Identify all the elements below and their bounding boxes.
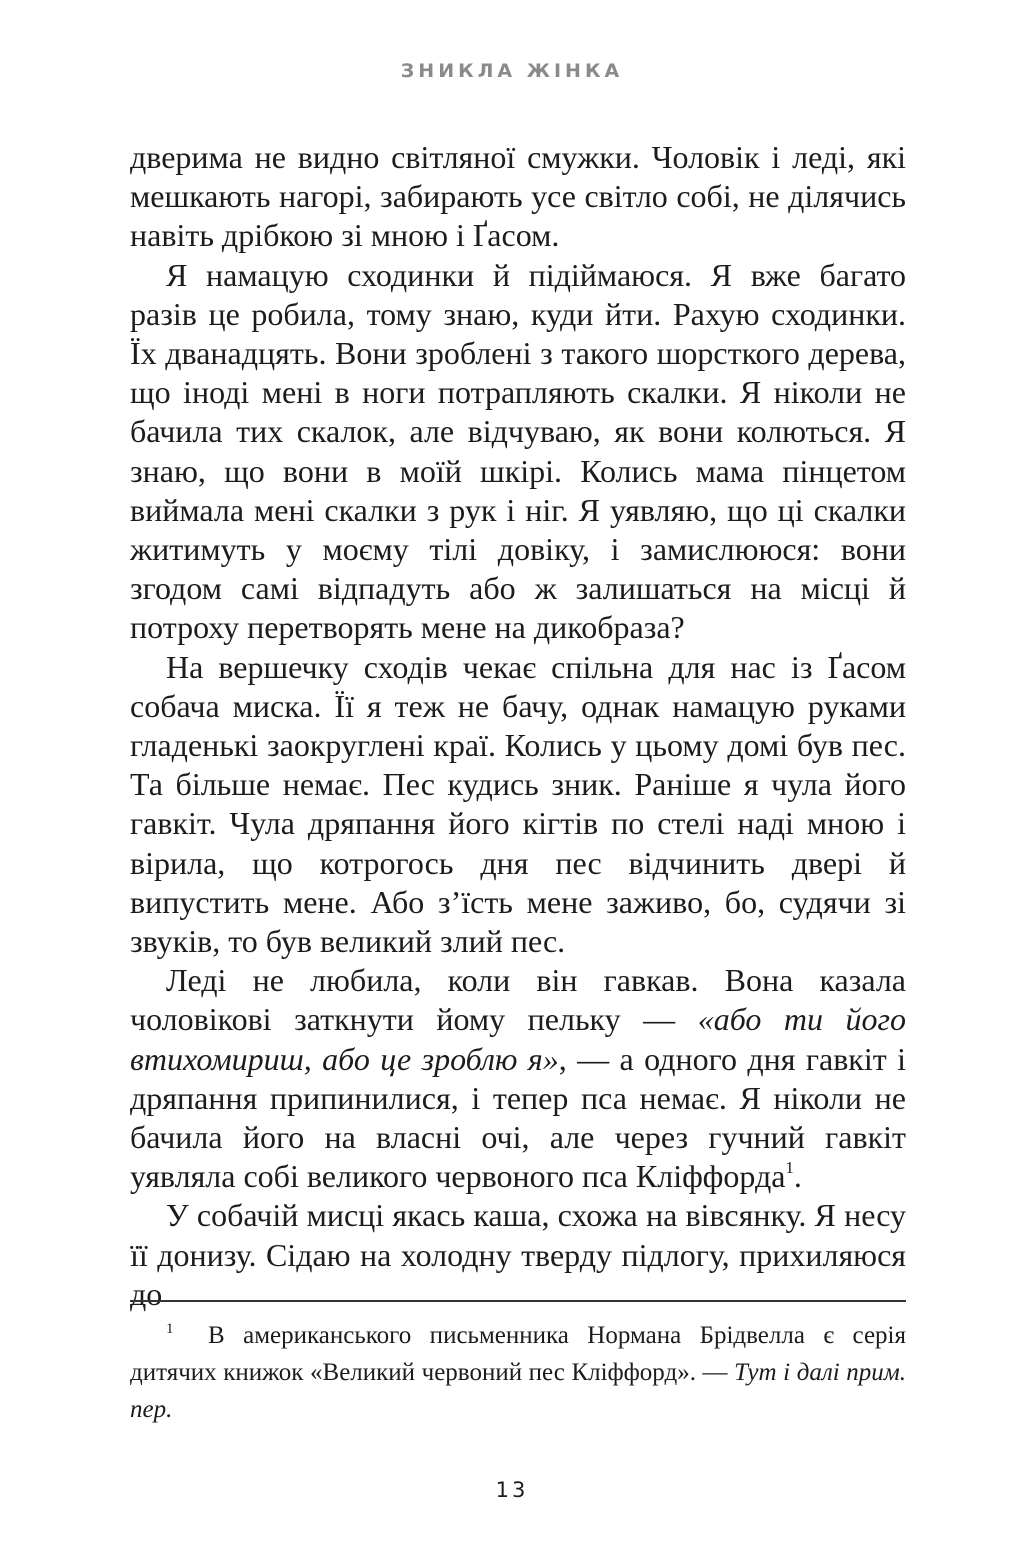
footnote-note: Тут і далі прим. пер. — [130, 1359, 906, 1423]
paragraph-4-start: Леді не любила, коли він гавкав. Вона казала чоловікові заткнути йому пельку — — [130, 962, 906, 1038]
running-head: ЗНИКЛА ЖІНКА — [400, 60, 624, 82]
paragraph-1: дверима не видно світляної смужки. Чоловік і леді, які мешкають нагорі, забирають усе світло собі, не ділячись навіть дрібкою зі мною і Ґасом. — [130, 139, 906, 254]
footnote-divider — [130, 1300, 906, 1302]
footnote: 1 В американського письменника Нормана Брідвелла є серія дитячих книжок «Великий червоний пес Кліффорд». — Тут і далі прим. пер. — [130, 1321, 906, 1423]
paragraph-4-end: , — а одного дня гавкіт і дряпання припинилися, і тепер пса немає. Я ніколи не бачила його на власні очі, але через гучний гавкіт уявляла собі великого червоного пса Кліффорда — [130, 1040, 907, 1195]
paragraph-3: На вершечку сходів чекає спільна для нас із Ґасом собача миска. Її я теж не бачу, однак намацую руками гладенькі заокруглені краї. Колись у цьому домі був пес. Та більше немає. Пес кудись зник. Раніше я чула його гавкіт. Чула дряпання його кігтів по стелі наді мною і вірила, що котрогось дня пес відчинить двері й випустить мене. Або з’їсть мене заживо, бо, судячи зі звуків, то був великий злий пес. — [130, 648, 906, 960]
footnote-reference[interactable]: 1 — [785, 1158, 794, 1178]
paragraph-5: У собачій мисці якась каша, схожа на вівсянку. Я несу її донизу. Сідаю на холодну тверду підлогу, прихиляюся до — [130, 1197, 906, 1312]
page-number: 13 — [495, 1478, 529, 1502]
paragraph-4-tail: . — [793, 1158, 802, 1195]
footnote-text: В американського письменника Нормана Брідвелла є серія дитячих книжок «Великий червоний пес Кліффорд». — — [130, 1322, 906, 1386]
paragraph-2: Я намацую сходинки й підіймаюся. Я вже багато разів це робила, тому знаю, куди йти. Рахую сходинки. Їх дванадцять. Вони зроблені з такого шорсткого дерева, що іноді мені в ноги потрапляють скалки. Я ніколи не бачила тих скалок, але відчуваю, як вони колються. Я знаю, що вони в моїй шкірі. Колись мама пінцетом виймала мені скалки з рук і ніг. Я уявляю, що ці скалки житимуть у моєму тілі довіку, і замислююся: вони згодом самі відпадуть або ж залишаться на місці й потроху перетворять мене на дикобраза? — [130, 256, 906, 646]
paragraph-4-quote: «або ти його втихомириш, або це зроблю я» — [130, 1001, 907, 1077]
paragraph-4 — [130, 961, 906, 1196]
body-text — [130, 138, 906, 1314]
